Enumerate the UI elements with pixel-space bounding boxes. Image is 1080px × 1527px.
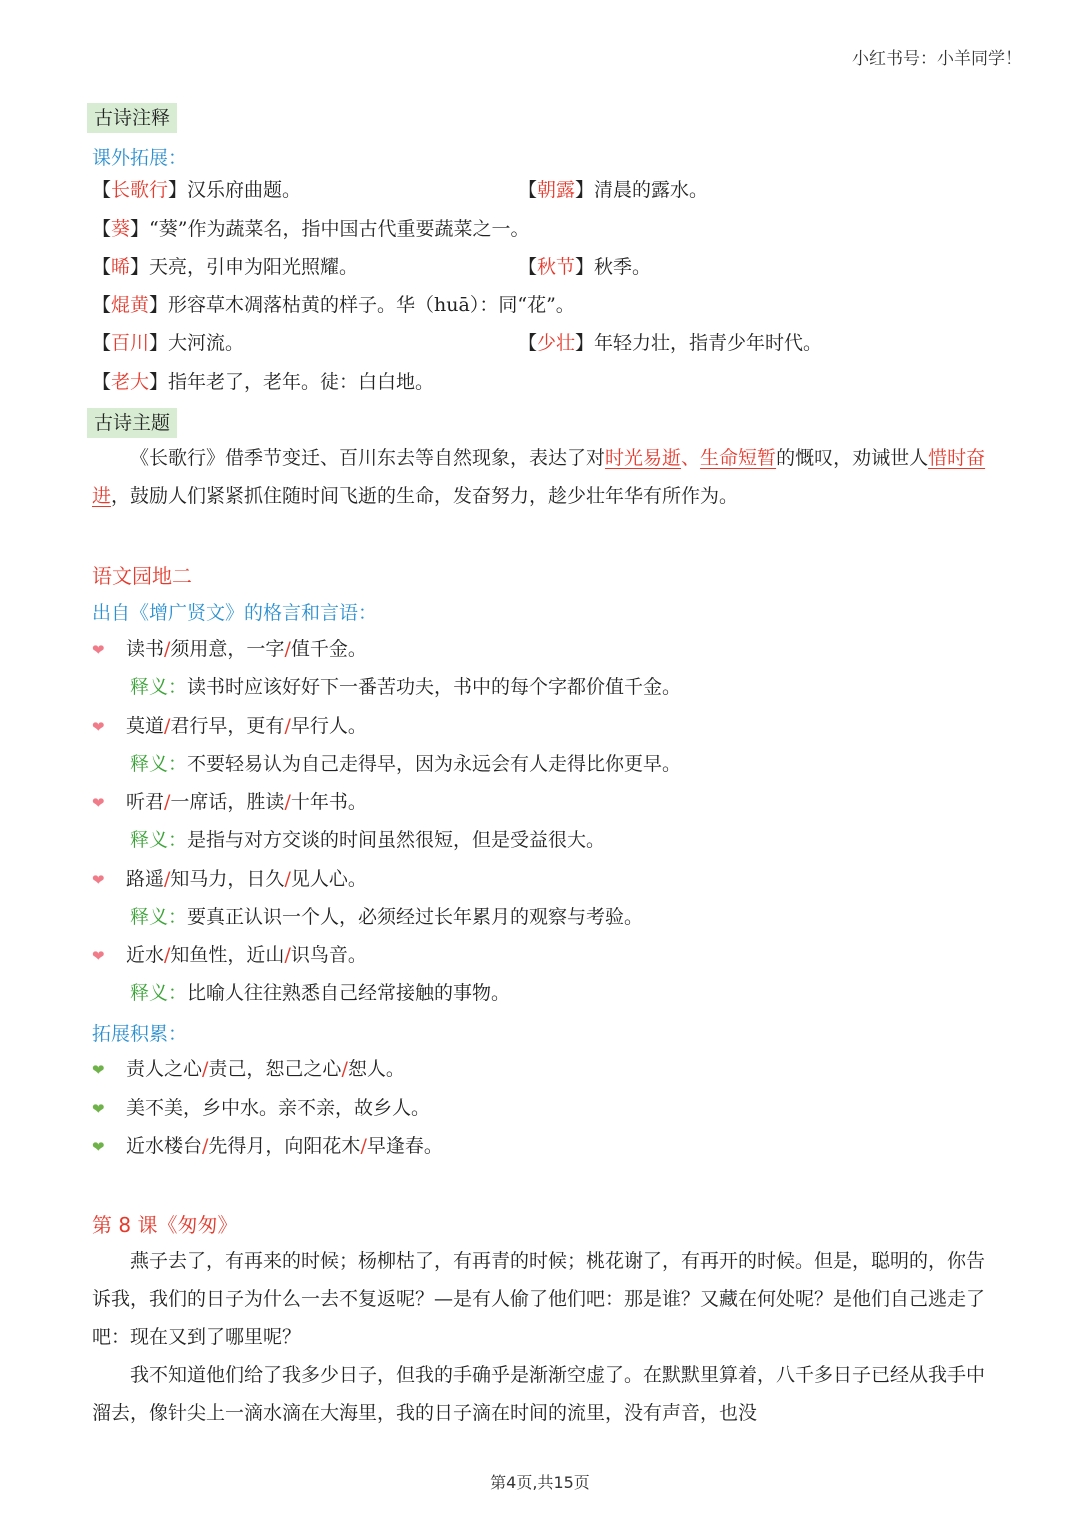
- heart-icon: ❤: [92, 717, 105, 736]
- theme-text-3: ，鼓励人们紧紧抓住随时间飞逝的生命，发奋努力，趁少壮年华有所作为。: [111, 485, 739, 507]
- slash: /: [202, 1058, 209, 1080]
- theme-separator: 、: [681, 447, 701, 469]
- bracket-open: 【: [92, 179, 112, 201]
- slash: /: [202, 1135, 209, 1157]
- slash: /: [341, 1058, 348, 1080]
- bracket-open: 【: [518, 332, 538, 354]
- bracket-open: 【: [92, 256, 112, 278]
- garden-subtitle: 出自《增广贤文》的格言和言语：: [92, 602, 378, 624]
- bracket-close: 】: [130, 256, 150, 278]
- extension-part: 责人之心: [126, 1058, 203, 1080]
- note-entry: [92, 369, 434, 395]
- note-term: 葵: [111, 218, 131, 240]
- note-definition: 大河流。: [168, 332, 245, 354]
- meaning-label: 释义：: [130, 752, 188, 775]
- theme-paragraph: [92, 439, 992, 515]
- extension-part: 恕人。: [347, 1058, 405, 1080]
- theme-highlight-3: 惜时奋进: [92, 447, 986, 507]
- theme-tag: 古诗主题: [87, 408, 177, 438]
- heart-icon: ❤: [92, 1138, 105, 1156]
- meaning-label: 释义：: [130, 982, 188, 1004]
- heart-icon: ❤: [92, 870, 105, 889]
- lesson-paragraph-2: 我不知道他们给了我多少日子，但我的手确乎是渐渐空虚了。在默默里算着，八千多日子已经从我手中溜去，像针尖上一滴水滴在大海里，我的日子滴在时间的流里，没有声音，也没: [92, 1364, 986, 1424]
- extension-part: 近水楼台: [126, 1135, 203, 1157]
- slash: /: [164, 791, 171, 813]
- meaning-label: 释义：: [130, 676, 188, 698]
- meaning-label: 释义：: [130, 905, 188, 928]
- saying-part: 知马力，日久: [170, 867, 285, 890]
- note-definition: “葵”作为蔬菜名，指中国古代重要蔬菜之一。: [149, 218, 530, 240]
- saying-part: 十年书。: [290, 791, 367, 813]
- bracket-open: 【: [518, 179, 538, 201]
- bracket-open: 【: [518, 256, 538, 278]
- bracket-close: 】: [575, 179, 595, 201]
- extension-part: 早逢春。: [366, 1135, 443, 1157]
- note-term: 长歌行: [111, 179, 169, 201]
- note-term: 晞: [111, 256, 131, 278]
- lesson-title: 第 8 课《匆匆》: [92, 1213, 238, 1237]
- note-entry: [518, 330, 822, 356]
- notes-subtitle: 课外拓展：: [92, 147, 188, 169]
- note-entry: [92, 177, 301, 203]
- heart-icon: ❤: [92, 794, 105, 812]
- slash: /: [284, 867, 291, 890]
- meaning-text: 比喻人往往熟悉自己经常接触的事物。: [187, 982, 511, 1004]
- note-definition: 清晨的露水。: [594, 179, 709, 201]
- saying-line: [92, 866, 367, 893]
- note-term: 朝露: [537, 179, 576, 201]
- note-term: 秋节: [537, 256, 576, 278]
- heart-icon: ❤: [92, 1099, 105, 1118]
- note-definition: 指年老了，老年。徒：白白地。: [168, 371, 435, 393]
- saying-part: 读书: [126, 638, 165, 660]
- slash: /: [284, 944, 291, 966]
- bracket-open: 【: [92, 332, 112, 354]
- saying-line: [92, 789, 367, 816]
- header-account: 小红书号：小羊同学！: [852, 49, 1022, 69]
- theme-text-2: 的慨叹，劝诫世人: [776, 447, 929, 469]
- saying-part: 一席话，胜读: [170, 791, 285, 813]
- slash: /: [164, 944, 171, 966]
- notes-tag: 古诗注释: [87, 103, 177, 133]
- bracket-open: 【: [92, 371, 112, 393]
- heart-icon: ❤: [92, 947, 105, 965]
- saying-part: 莫道: [126, 714, 165, 737]
- page-number: 第4页,共15页: [490, 1473, 590, 1492]
- extension-item: [92, 1056, 405, 1083]
- bracket-close: 】: [149, 294, 169, 316]
- saying-part: 知鱼性，近山: [170, 944, 285, 966]
- heart-icon: ❤: [92, 1061, 105, 1079]
- slash: /: [164, 638, 171, 660]
- extension-item: [92, 1095, 430, 1122]
- saying-part: 见人心。: [290, 867, 367, 890]
- saying-line: [92, 942, 367, 969]
- meaning-text: 不要轻易认为自己走得早，因为永远会有人走得比你更早。: [187, 752, 682, 775]
- note-definition: 汉乐府曲题。: [187, 179, 302, 201]
- bracket-close: 】: [575, 332, 595, 354]
- theme-highlight-2: 生命短暂: [700, 447, 777, 469]
- meaning-text: 读书时应该好好下一番苦功夫，书中的每个字都价值千金。: [187, 676, 682, 698]
- saying-meaning: [130, 751, 681, 777]
- note-entry: [518, 254, 651, 280]
- note-entry: [518, 177, 708, 203]
- slash: /: [284, 714, 291, 737]
- bracket-close: 】: [168, 179, 188, 201]
- saying-part: 近水: [126, 944, 165, 966]
- bracket-close: 】: [575, 256, 595, 278]
- bracket-close: 】: [149, 371, 169, 393]
- extension-item: [92, 1133, 443, 1160]
- note-entry: [92, 254, 358, 280]
- saying-part: 识鸟音。: [290, 944, 367, 966]
- slash: /: [164, 714, 171, 737]
- bracket-close: 】: [149, 332, 169, 354]
- heart-icon: ❤: [92, 641, 105, 659]
- saying-part: 早行人。: [290, 714, 367, 737]
- extension-part: 先得月，向阳花木: [208, 1135, 361, 1157]
- slash: /: [284, 791, 291, 813]
- note-entry: [92, 330, 244, 356]
- note-definition: 年轻力壮，指青少年时代。: [594, 332, 823, 354]
- theme-highlight-1: 时光易逝: [605, 447, 682, 469]
- note-term: 焜黄: [111, 294, 150, 316]
- note-term: 少壮: [537, 332, 576, 354]
- garden-title: 语文园地二: [92, 564, 192, 588]
- meaning-text: 是指与对方交谈的时间虽然很短，但是受益很大。: [187, 829, 606, 851]
- bracket-open: 【: [92, 294, 112, 316]
- extension-part: 责己，恕己之心: [208, 1058, 342, 1080]
- lesson-paragraph-1: 燕子去了，有再来的时候；杨柳枯了，有再青的时候；桃花谢了，有再开的时候。但是，聪明的，你告诉我，我们的日子为什么一去不复返呢？—是有人偷了他们吧：那是谁？又藏在何处呢？是他们自己逃走了吧：现在又到了哪里呢？: [92, 1250, 986, 1348]
- note-entry: [92, 292, 575, 318]
- meaning-text: 要真正认识一个人，必须经过长年累月的观察与考验。: [187, 905, 644, 928]
- saying-part: 值千金。: [290, 638, 367, 660]
- note-term: 百川: [111, 332, 150, 354]
- saying-part: 听君: [126, 791, 165, 813]
- saying-meaning: [130, 827, 605, 853]
- meaning-label: 释义：: [130, 829, 188, 851]
- saying-meaning: [130, 674, 681, 700]
- extension-part: 美不美，乡中水。亲不亲，故乡人。: [126, 1096, 431, 1119]
- extension-title: 拓展积累：: [92, 1023, 188, 1045]
- slash: /: [360, 1135, 367, 1157]
- saying-part: 路遥: [126, 867, 165, 890]
- saying-meaning: [130, 980, 510, 1006]
- saying-line: [92, 713, 367, 740]
- note-definition: 天亮，引申为阳光照耀。: [149, 256, 359, 278]
- saying-meaning: [130, 904, 643, 930]
- note-definition: 秋季。: [594, 256, 652, 278]
- slash: /: [284, 638, 291, 660]
- saying-part: 君行早，更有: [170, 714, 285, 737]
- note-term: 老大: [111, 371, 150, 393]
- note-definition: 形容草木凋落枯黄的样子。华（huā）：同“花”。: [168, 294, 575, 316]
- saying-line: [92, 636, 367, 663]
- saying-part: 须用意，一字: [170, 638, 285, 660]
- note-entry: [92, 216, 529, 242]
- bracket-close: 】: [130, 218, 150, 240]
- slash: /: [164, 867, 171, 890]
- bracket-open: 【: [92, 218, 112, 240]
- theme-text-1: 《长歌行》借季节变迁、百川东去等自然现象，表达了对: [130, 447, 606, 469]
